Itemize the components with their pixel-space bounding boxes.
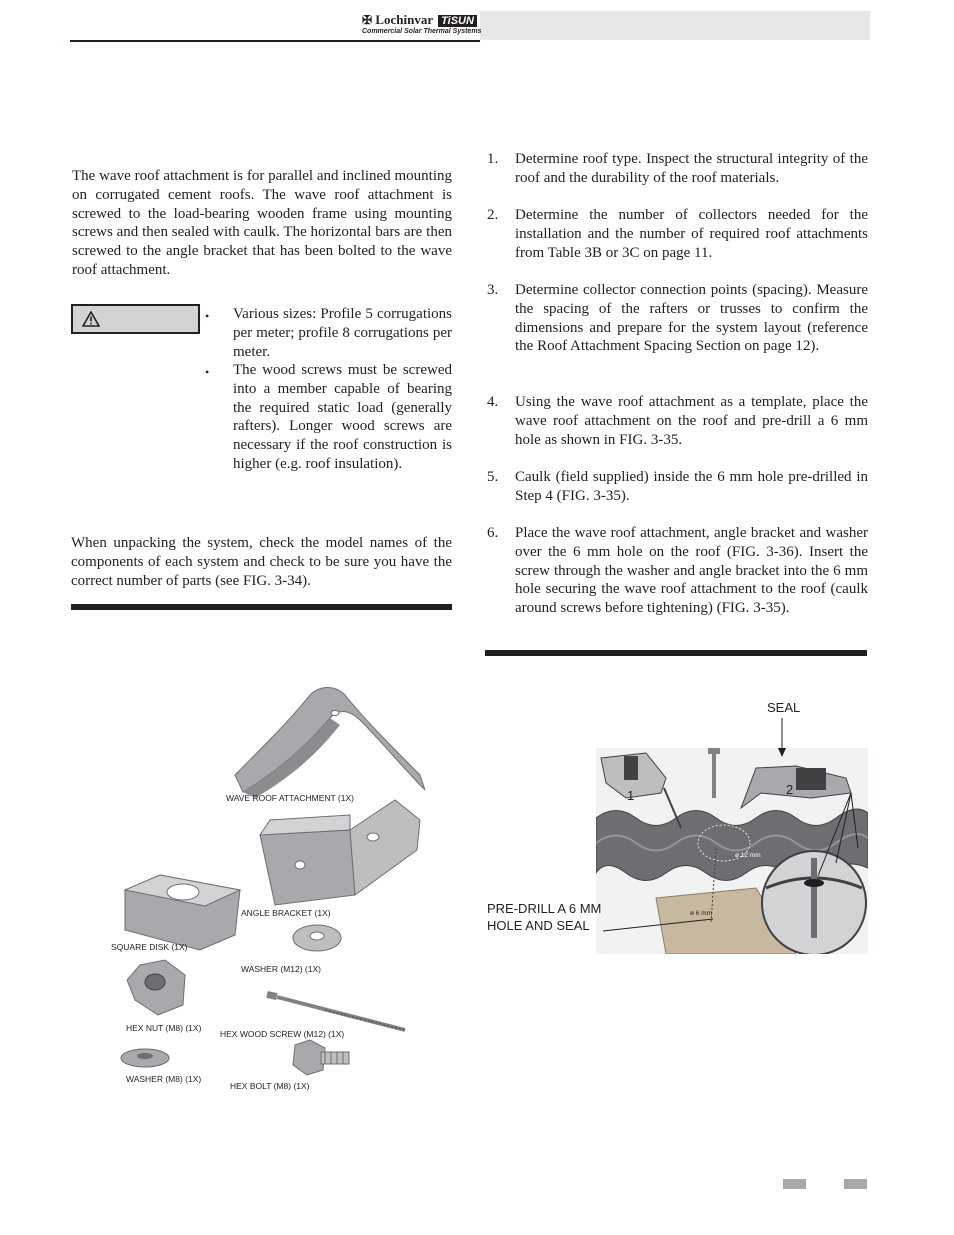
washer-m12-shape	[293, 925, 341, 951]
brand-logo-text	[362, 12, 477, 28]
step-number: 2.	[487, 207, 499, 223]
footer-marker	[844, 1179, 867, 1189]
label-seal: SEAL	[767, 700, 801, 715]
bullet-text: The wood screws must be screwed into a member capable of bearing the required static load (generally rafters). Longer wood screws are necessary if the roof construction is higher (e.g. roof insulation).	[233, 362, 452, 472]
label-wave-roof-attachment: WAVE ROOF ATTACHMENT (1X)	[226, 793, 354, 803]
intro-paragraph: The wave roof attachment is for parallel and inclined mounting on corrugated cement roofs. The wave roof attachment is screwed to the load-bearing wooden frame using mounting screws and then sealed with caulk. The horizontal bars are then screwed to the angle bracket that has been bolted to the wave roof attachment.	[72, 168, 452, 278]
step-text: Using the wave roof attachment as a template, place the wave roof attachment on the roof and pre-drill a 6 mm hole as shown in FIG. 3-35.	[515, 394, 868, 448]
step-number: 1.	[487, 151, 499, 167]
step-text: Determine the number of collectors needed for the installation and the number of required roof attachments from Table 3B or 3C on page 11.	[515, 207, 868, 261]
unpack-paragraph: When unpacking the system, check the model names of the components of each system and check to be sure you have the correct number of parts (see FIG. 3-34).	[71, 535, 452, 589]
bullet-dot: •	[205, 365, 210, 379]
step-text: Determine roof type. Inspect the structural integrity of the roof and the durability of the roof materials.	[515, 151, 868, 186]
label-hex-wood-screw: HEX WOOD SCREW (M12) (1X)	[220, 1029, 345, 1039]
step-number: 5.	[487, 469, 499, 485]
label-predrill-line-1: PRE-DRILL A 6 MM	[487, 901, 602, 916]
bullet-text: Various sizes: Profile 5 corrugations per meter; profile 8 corrugations per meter.	[233, 306, 452, 360]
angle-bracket-shape	[260, 800, 420, 905]
step-number: 3.	[487, 282, 499, 298]
label-washer-m8: WASHER (M8) (1X)	[126, 1074, 202, 1084]
hex-bolt-shape	[293, 1040, 349, 1075]
label-hex-bolt: HEX BOLT (M8) (1X)	[230, 1081, 310, 1091]
figure-step-2: 2	[786, 782, 794, 797]
wave-attachment-shape	[235, 688, 425, 799]
square-disk-shape	[125, 875, 240, 950]
bullet-item	[233, 305, 452, 361]
figure-step-1: 1	[627, 788, 635, 803]
brand-tagline: Commercial Solar Thermal Systems	[362, 28, 482, 35]
label-hex-nut: HEX NUT (M8) (1X)	[126, 1023, 202, 1033]
bullet-item	[233, 361, 452, 474]
warning-box	[71, 304, 200, 334]
hex-nut-shape	[127, 960, 185, 1015]
footer-marker	[783, 1179, 806, 1189]
label-square-disk: SQUARE DISK (1X)	[111, 942, 188, 952]
header-bar	[480, 11, 870, 40]
header-rule	[70, 40, 480, 42]
figure-rule	[71, 604, 452, 610]
step-number: 6.	[487, 525, 499, 541]
figure-rule	[485, 650, 867, 656]
step-text: Determine collector connection points (spacing). Measure the spacing of the rafters or trusses to confirm the dimensions and prepare for the system layout (reference the Roof Attachment Spacing Section on page 12).	[515, 282, 868, 355]
step-text: Place the wave roof attachment, angle bracket and washer over the 6 mm hole on the roof (FIG. 3-36). Insert the screw through the washer and angle bracket into the 6 mm hole securing the wave roof attachment to the roof (caulk around screws before tightening) (FIG. 3-35).	[515, 525, 868, 617]
label-angle-bracket: ANGLE BRACKET (1X)	[241, 908, 331, 918]
dimension-12mm: ø 12 mm	[735, 852, 761, 859]
label-washer-m12: WASHER (M12) (1X)	[241, 964, 321, 974]
step-number: 4.	[487, 394, 499, 410]
bullet-dot: •	[205, 309, 210, 323]
brand-mark: TiSUN	[438, 15, 477, 27]
brand-name: Lochinvar	[375, 12, 433, 27]
washer-m8-shape	[121, 1049, 169, 1067]
warning-icon	[82, 311, 100, 327]
dimension-6mm: ø 6 mm	[690, 910, 713, 917]
seal-arrow-icon	[775, 718, 789, 758]
step-text: Caulk (field supplied) inside the 6 mm hole pre-drilled in Step 4 (FIG. 3-35).	[515, 469, 868, 504]
predrill-leader-line	[603, 918, 715, 932]
label-predrill-line-2: HOLE AND SEAL	[487, 918, 590, 933]
lochinvar-icon: ✠	[362, 13, 373, 27]
hex-wood-screw-shape	[266, 991, 405, 1030]
